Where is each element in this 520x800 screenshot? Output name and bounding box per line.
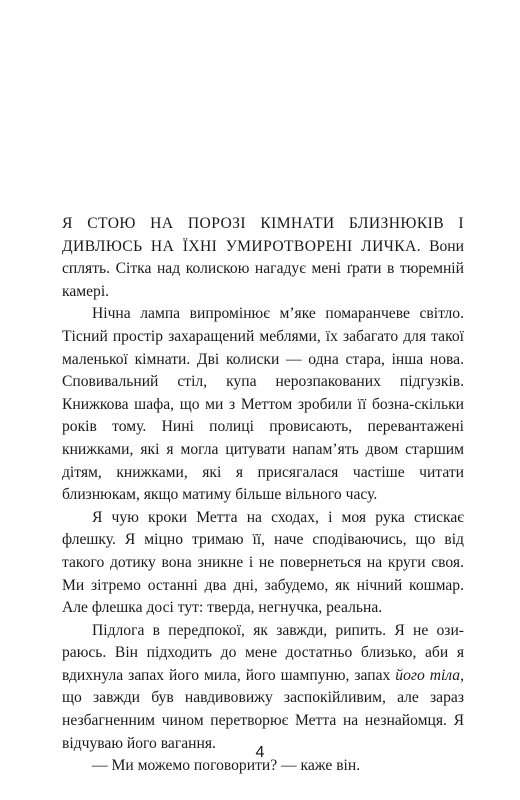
paragraph	[62, 620, 464, 756]
paragraph: Я чую кроки Метта на сходах, і моя рука стискає флешку. Я міцно тримаю її, наче сподіваючись, що від такого дотику вона зникне і не повернеться на круги своя. Ми зітремо останні два дні, забудемо, як нічний кошмар. Але флешка досі тут: тверда, негнучка, реальна.	[62, 508, 464, 617]
italic-emphasis: його тіла	[395, 666, 461, 684]
paragraph: Нічна лампа випромінює м’яке помаранчеве світло. Тісний простір захаращений меблями, їх забагато для такої маленької кімнати. Дві колиски — одна стара, інша нова. Сповивальний стіл, купа нерозпакованих підгузків. Книжкова шафа, що ми з Меттом зробили її бозна-скільки років тому. Нині полиці провисають, перевантажені книжками, які я могла цитувати напам’ять двом старшим дітям, книжками, які я присягалася частіше читати близнюкам, якщо матиму більше вільного часу.	[62, 305, 464, 504]
paragraph-text: , що завжди був навдивовижу заспокійливим, але зараз незбагненним чином перетворює Метта на незнайомця. Я відчуваю його вагання.	[62, 666, 464, 752]
opening-caps: Я СТОЮ НА ПОРОЗІ КІМНАТИ БЛИЗНЮКІВ І ДИВЛЮСЬ НА ЇХНІ УМИРОТВОРЕНІ ЛИЧКА.	[62, 215, 464, 255]
paragraph-text: Вони сплять. Сітка над колискою нагадує мені ґрати в тюремній камері.	[62, 237, 464, 300]
dialogue-line: — Ми можемо поговорити? — каже він.	[92, 757, 361, 775]
paragraph-text: Підлога в передпокої, як завжди, рипить. Я не озираюсь. Він підходить до мене достатньо близько, аби я вдихнула запах його мила, його шампуню, запах	[62, 621, 464, 684]
paragraph	[62, 213, 464, 303]
body-text	[62, 213, 464, 778]
page-number: 4	[255, 744, 265, 761]
